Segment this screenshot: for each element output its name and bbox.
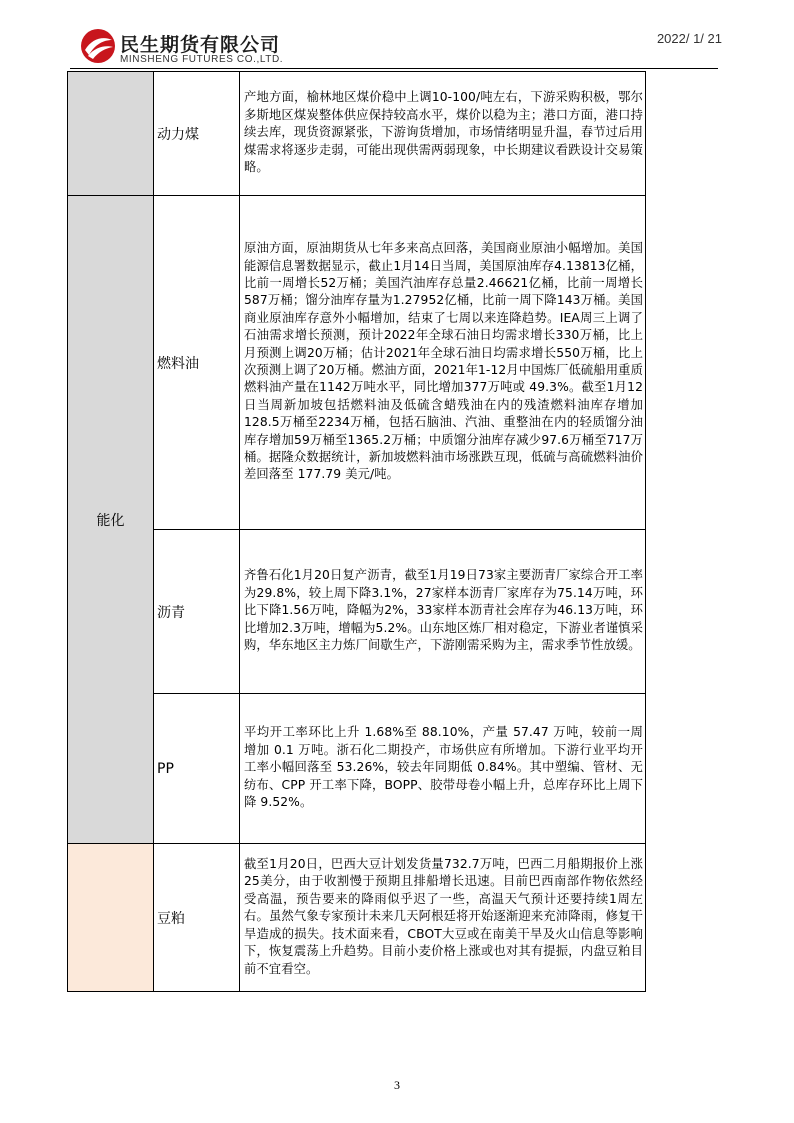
product-name: 沥青: [154, 530, 240, 694]
commentary-text: 齐鲁石化1月20日复产沥青，截至1月19日73家主要沥青厂家综合开工率为29.8%，较上周下降3.1%，27家样本沥青厂家库存为75.14万吨，环比下降1.56万吨，降幅为2%，33家样本沥青社会库存为46.13万吨，环比增加2.3万吨，增幅为5.2%。山东地区炼厂相对稳定，下游业者谨慎采购，华东地区主力炼厂间歇生产，下游刚需采购为主，需求季节性放缓。: [240, 530, 646, 694]
report-date: 2022/ 1/ 21: [656, 31, 722, 46]
company-name-cn: 民生期货有限公司: [120, 34, 281, 56]
table-row-soybean-meal: [68, 844, 646, 992]
category-agriculture: [68, 844, 154, 992]
company-name-en: MINSHENG FUTURES CO.,LTD.: [120, 54, 284, 65]
product-name: 燃料油: [154, 196, 240, 530]
commodity-table: [67, 71, 646, 992]
category-cell-continued: [68, 72, 154, 196]
commentary-text: 产地方面，榆林地区煤价稳中上调10-100/吨左右，下游采购积极，鄂尔多斯地区煤炭整体供应保持较高水平，煤价以稳为主；港口方面，港口持续去库，现货资源紧张，下游询货增加，市场情绪明显升温，春节过后用煤需求将逐步走弱，可能出现供需两弱现象，中长期建议看跌设计交易策略。: [240, 72, 646, 196]
commentary-text: 平均开工率环比上升 1.68%至 88.10%，产量 57.47 万吨，较前一周增加 0.1 万吨。浙石化二期投产，市场供应有所增加。下游行业平均开工率小幅回落至 53.26%，较去年同期低 0.84%。其中塑编、管材、无纺布、CPP 开工率下降，BOPP、胶带母卷小幅上升，总库存环比上周下降 9.52%。: [240, 694, 646, 844]
minsheng-logo-icon: [80, 28, 116, 64]
header-divider: [70, 68, 718, 69]
table-row-pp: [68, 694, 646, 844]
product-name: 豆粕: [154, 844, 240, 992]
company-logo: [80, 26, 320, 70]
product-name: PP: [154, 694, 240, 844]
page-number: 3: [394, 1078, 400, 1092]
product-name: 动力煤: [154, 72, 240, 196]
commentary-text: 原油方面，原油期货从七年多来高点回落，美国商业原油小幅增加。美国能源信息署数据显示，截止1月14日当周，美国原油库存4.13813亿桶，比前一周增长52万桶；美国汽油库存总量2.46621亿桶，比前一周增长587万桶；馏分油库存量为1.27952亿桶，比前一周下降143万桶。美国商业原油库存意外小幅增加，结束了七周以来连降趋势。IEA周三上调了石油需求增长预测，预计2022年全球石油日均需求增长330万桶，比上月预测上调20万桶；估计2021年全球石油日均需求增长550万桶，比上次预测上调了20万桶。燃油方面，2021年1-12月中国炼厂低硫船用重质燃料油产量在1142万吨水平，同比增加377万吨或 49.3%。截至1月12日当周新加坡包括燃料油及低硫含蜡残油在内的残渣燃料油库存增加128.5万桶至2234万桶，包括石脑油、汽油、重整油在内的轻质馏分油库存增加59万桶至1365.2万桶；中质馏分油库存减少97.6万桶至717万桶。据隆众数据统计，新加坡燃料油市场涨跌互现，低硫与高硫燃料油价差回落至 177.79 美元/吨。: [240, 196, 646, 530]
table-row-asphalt: [68, 530, 646, 694]
category-energy-chemical: 能化: [68, 196, 154, 844]
table-row-fuel-oil: [68, 196, 646, 530]
table-row-thermal-coal: [68, 72, 646, 196]
commentary-text: 截至1月20日，巴西大豆计划发货量732.7万吨，巴西二月船期报价上涨25美分，由于收割慢于预期且排船增长迅速。目前巴西南部作物依然经受高温，预告要来的降雨似乎迟了一些，高温天气预计还要持续1周左右。虽然气象专家预计未来几天阿根廷将开始逐渐迎来充沛降雨，修复干旱造成的损失。技术面来看，CBOT大豆或在南美干旱及火山信息等影响下，恢复震荡上升趋势。目前小麦价格上涨或也对其有提振，内盘豆粕目前不宜看空。: [240, 844, 646, 992]
